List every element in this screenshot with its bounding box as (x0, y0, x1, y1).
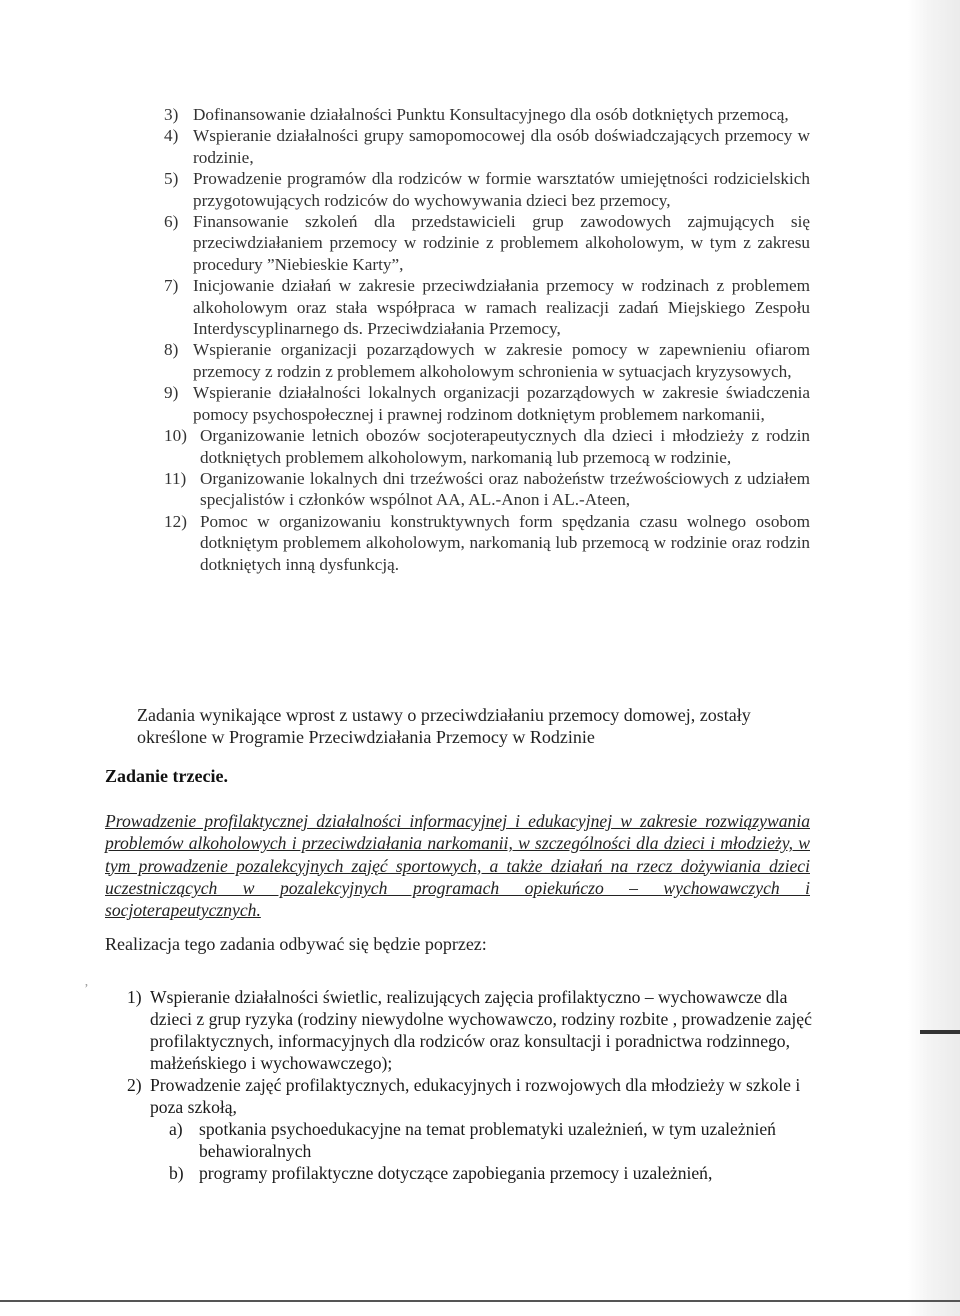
scan-bottom-line (0, 1300, 960, 1302)
list-item-text: Wspieranie działalności grupy samopomocowej dla osób doświadczających przemocy w rodzinie, (193, 126, 810, 167)
summary-paragraph: Zadania wynikające wprost z ustawy o przeciwdziałaniu przemocy domowej, zostały określone w Programie Przeciwdziałania Przemocy w Rodzinie (137, 705, 751, 747)
list-item-number: 6) (164, 212, 179, 232)
list-item (127, 986, 817, 1074)
list-item-number: 10) (164, 426, 187, 446)
list-item-number: 1) (127, 987, 142, 1007)
list-item-number: 11) (164, 468, 187, 488)
list-item-text: Wspieranie działalności lokalnych organizacji pozarządowych w zakresie świadczenia pomocy psychospołecznej i prawnej rodzinom dotkniętym problemem narkomanii, (193, 383, 810, 424)
list-item-number: 2) (127, 1075, 142, 1095)
sub-list-item-text: spotkania psychoedukacyjne na temat problematyki uzależnień, w tym uzależnień behawioralnych (199, 1119, 776, 1161)
list-item (164, 511, 810, 575)
list-item (164, 339, 810, 382)
intro-text: Realizacja tego zadania odbywać się będzie poprzez: (105, 934, 487, 954)
list-item-text: Wspieranie organizacji pozarządowych w zakresie pomocy w zapewnieniu ofiarom przemocy z rodzin z problemem alkoholowym schronienia w sytuacjach kryzysowych, (193, 340, 810, 381)
list-item-text: Prowadzenie zajęć profilaktycznych, edukacyjnych i rozwojowych dla młodzieży w szkole i poza szkołą, (150, 1075, 801, 1117)
list-item (164, 168, 810, 211)
list-item (164, 211, 810, 275)
sub-list-item-text: programy profilaktyczne dotyczące zapobiegania przemocy i uzależnień, (199, 1163, 713, 1183)
list-item-text: Pomoc w organizowaniu konstruktywnych form spędzania czasu wolnego osobom dotkniętym problemem alkoholowym, narkomanią lub przemocą w rodzinie oraz rodzin dotkniętych inną dysfunkcją. (200, 511, 810, 574)
task-list-continued (164, 104, 810, 575)
list-item-text: Inicjowanie działań w zakresie przeciwdziałania przemocy w rodzinach z problemem alkoholowym oraz stała współpraca w ramach realizacji zadań Miejskiego Zespołu Interdyscyplinarnego ds. Przeciwdziałania Przemocy, (193, 276, 810, 339)
sub-list-item (127, 1118, 817, 1162)
task-description: Prowadzenie profilaktycznej działalności informacyjnej i edukacyjnej w zakresie rozwiązywania problemów alkoholowych i przeciwdziałania narkomanii, w szczególności dla dzieci i młodzieży, w tym prowadzenie pozalekcyjnych zajęć sportowych, a także działań na rzecz dożywiania dzieci uczestniczących w pozalekcyjnych programach opiekuńczo – wychowawczych i socjoterapeutycznych. (105, 811, 810, 921)
list-item-text: Wspieranie działalności świetlic, realizujących zajęcia profilaktyczno – wychowawcze dla dzieci z grup ryzyka (rodziny niewydolne wychowawczo, rodziny rozbite , prowadzenie zajęć profilaktycznych, informacyjnych dla rodziców oraz konsultacji i poradnictwa rodzinnego, małżeńskiego i wychowawczego); (150, 987, 812, 1073)
sub-list-item-letter: a) (169, 1119, 183, 1139)
sub-list-item-letter: b) (169, 1163, 184, 1183)
stray-mark: ’ (84, 982, 89, 997)
list-item-number: 7) (164, 276, 179, 296)
list-item-text: Dofinansowanie działalności Punktu Konsultacyjnego dla osób dotkniętych przemocą, (193, 105, 789, 124)
list-item (127, 1074, 817, 1118)
list-item-text: Prowadzenie programów dla rodziców w formie warsztatów umiejętności rodzicielskich przygotowujących rodziców do wychowywania dzieci bez przemocy, (193, 169, 810, 210)
list-item-number: 12) (164, 511, 187, 531)
section-heading: Zadanie trzecie. (105, 766, 228, 786)
list-item-text: Organizowanie lokalnych dni trzeźwości oraz nabożeństw trzeźwościowych z udziałem specjalistów i członków wspólnot AA, AL.-Anon i AL.-Ateen, (200, 468, 810, 510)
list-item-number: 3) (164, 105, 179, 124)
list-item (164, 104, 810, 125)
scan-edge-mark (920, 1030, 960, 1034)
list-item (164, 382, 810, 425)
list-item-text: Organizowanie letnich obozów socjoterapeutycznych dla dzieci i młodzieży z rodzin dotkniętych problemem alkoholowym, narkomanią lub przemocą w rodzinie, (200, 426, 810, 467)
list-item (164, 468, 810, 511)
list-item (164, 125, 810, 168)
list-item (164, 275, 810, 339)
sub-list-item (127, 1162, 817, 1184)
list-item-number: 9) (164, 383, 179, 403)
list-item-number: 5) (164, 169, 179, 189)
list-item-text: Finansowanie szkoleń dla przedstawicieli grup zawodowych zajmujących się przeciwdziałaniem przemocy w rodzinie z problemem alkoholowym, w tym z zakresu procedury ”Niebieskie Karty”, (193, 212, 810, 274)
list-item (164, 425, 810, 468)
implementation-list (127, 986, 817, 1184)
list-item-number: 4) (164, 126, 179, 146)
list-item-number: 8) (164, 340, 179, 360)
scan-edge-shadow (908, 0, 960, 1316)
